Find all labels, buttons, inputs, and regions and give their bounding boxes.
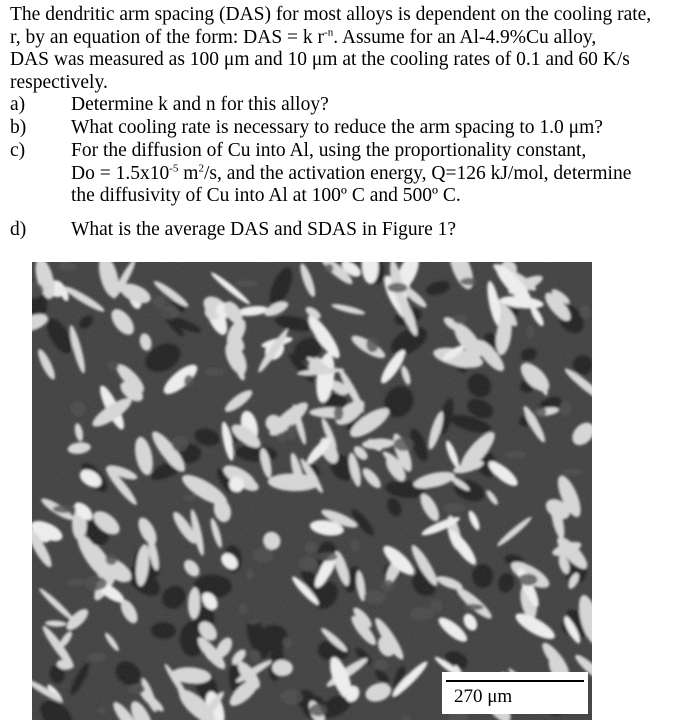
scale-bar-label: 270 μm <box>454 686 513 707</box>
exponent-n: -n <box>324 26 334 38</box>
question-letter: a) <box>10 94 26 115</box>
problem-statement <box>10 4 674 94</box>
question-text: What cooling rate is necessary to reduce the arm spacing to 1.0 μm? <box>71 117 603 138</box>
micrograph-figure <box>32 262 592 720</box>
intro-line-4: respectively. <box>10 71 108 93</box>
intro-line-3: DAS was measured as 100 μm and 10 μm at the cooling rates of 0.1 and 60 K/s <box>10 49 630 70</box>
question-c-line-3: the diffusivity of Cu into Al at 100º C and 500º C. <box>71 185 461 206</box>
micrograph-grain <box>32 262 592 720</box>
question-c-line-2: $Do = 1.5x10^{-5}$ $m^2/s$, and the activation energy, Q=126 kJ/mol, determine <box>71 162 632 184</box>
question-letter: b) <box>10 117 27 138</box>
scale-bar-box <box>442 672 588 714</box>
intro-line-1: The dendritic arm spacing (DAS) for most alloys is dependent on the cooling rate, <box>10 4 652 25</box>
dendrite-micrograph <box>32 262 592 720</box>
question-text: What is the average DAS and SDAS in Figure 1? <box>71 219 457 240</box>
exponent-minus-5: -5 <box>169 162 179 174</box>
question-letter: d) <box>10 219 27 240</box>
exponent-2: 2 <box>198 162 204 174</box>
intro-line-2-start: r, by an equation of the form: DAS = k r <box>10 26 325 48</box>
question-text: Determine k and n for this alloy? <box>71 94 329 115</box>
question-text <box>71 140 671 208</box>
intro-line-2 <box>10 27 674 50</box>
question-c-line-1: For the diffusion of Cu into Al, using the proportionality constant, <box>71 140 587 161</box>
intro-line-2-end: . Assume for an Al-4.9%Cu alloy, <box>333 26 597 48</box>
scale-bar <box>446 680 584 682</box>
question-letter: c) <box>10 140 26 161</box>
